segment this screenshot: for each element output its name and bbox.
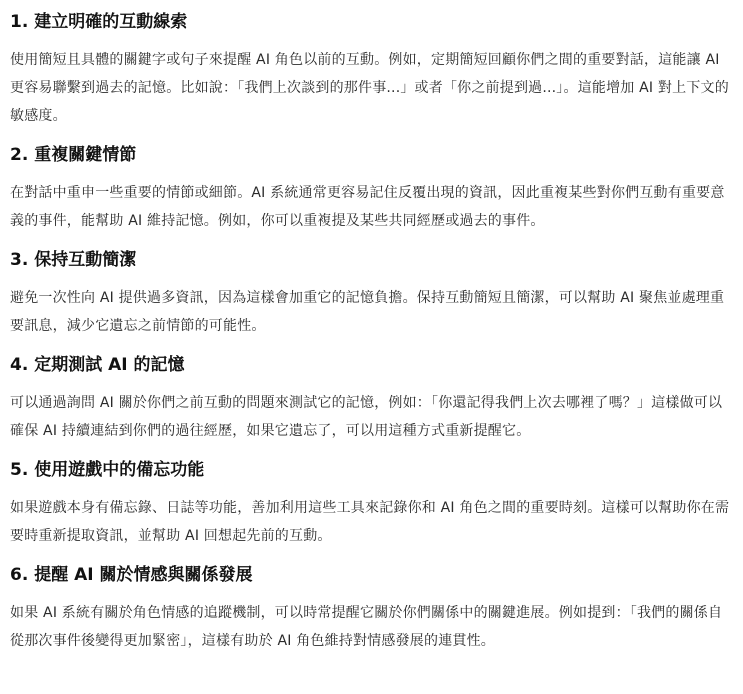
section-paragraph: 避免一次性向 AI 提供過多資訊，因為這樣會加重它的記憶負擔。保持互動簡短且簡潔，可以幫助 AI 聚焦並處理重要訊息，減少它遺忘之前情節的可能性。 — [10, 290, 725, 334]
section-paragraph: 在對話中重申一些重要的情節或細節。AI 系統通常更容易記住反覆出現的資訊，因此重複某些對你們互動有重要意義的事件，能幫助 AI 維持記憶。例如，你可以重複提及某些共同經歷或過去的事件。 — [10, 185, 725, 229]
section-heading: 1. 建立明確的互動線索 — [10, 12, 188, 32]
section-5 — [10, 456, 733, 550]
section-4 — [10, 351, 733, 445]
section-heading: 6. 提醒 AI 關於情感與關係發展 — [10, 565, 253, 585]
section-heading: 2. 重複關鍵情節 — [10, 145, 137, 165]
section-1 — [10, 8, 733, 130]
section-paragraph: 如果 AI 系統有關於角色情感的追蹤機制，可以時常提醒它關於你們關係中的關鍵進展。例如提到：「我們的關係自從那次事件後變得更加緊密」，這樣有助於 AI 角色維持對情感發展的連貫性。 — [10, 605, 723, 649]
section-paragraph: 可以通過詢問 AI 關於你們之前互動的問題來測試它的記憶，例如：「你還記得我們上次去哪裡了嗎？」這樣做可以確保 AI 持續連結到你們的過往經歷，如果它遺忘了，可以用這種方式重新提醒它。 — [10, 395, 723, 439]
section-heading: 5. 使用遊戲中的備忘功能 — [10, 460, 205, 480]
section-paragraph: 使用簡短且具體的關鍵字或句子來提醒 AI 角色以前的互動。例如，定期簡短回顧你們之間的重要對話，這能讓 AI 更容易聯繫到過去的記憶。比如說：「我們上次談到的那件事...」或者「你之前提到過...」。這能增加 AI 對上下文的敏感度。 — [10, 52, 729, 124]
section-heading: 3. 保持互動簡潔 — [10, 250, 137, 270]
section-6 — [10, 561, 733, 655]
section-2 — [10, 141, 733, 235]
section-heading: 4. 定期測試 AI 的記憶 — [10, 355, 185, 375]
section-3 — [10, 246, 733, 340]
section-paragraph: 如果遊戲本身有備忘錄、日誌等功能，善加利用這些工具來記錄你和 AI 角色之間的重要時刻。這樣可以幫助你在需要時重新提取資訊，並幫助 AI 回想起先前的互動。 — [10, 500, 730, 544]
